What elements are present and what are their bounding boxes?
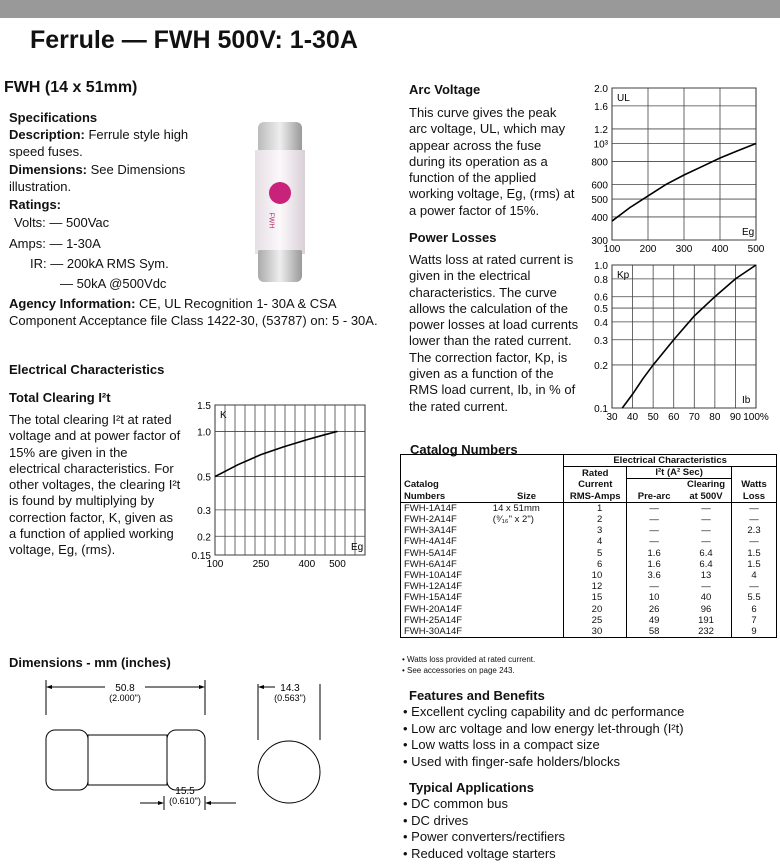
table-cell: 7 xyxy=(732,615,777,626)
y-tick-label: 0.1 xyxy=(594,404,608,415)
table-cell: — xyxy=(701,581,711,593)
y-tick-label: 0.3 xyxy=(197,505,211,517)
y-tick-label: 1.5 xyxy=(197,401,211,412)
i2t-header: I²t (A² Sec) xyxy=(627,467,732,479)
y-tick-label: 0.4 xyxy=(594,317,608,329)
table-row xyxy=(401,626,777,638)
application-item: • DC common bus xyxy=(403,796,508,811)
table-cell: — xyxy=(701,502,711,514)
table-cell: FWH-10A14F xyxy=(404,570,463,582)
table-cell: — xyxy=(732,514,777,525)
y-tick-label: 2.0 xyxy=(594,84,608,95)
table-cell: 6 xyxy=(732,604,777,615)
table-cell: (⁹⁄₁₆" x 2") xyxy=(492,514,534,526)
application-item: • Power converters/rectifiers xyxy=(403,829,566,844)
table-cell xyxy=(490,592,564,603)
table-cell: — xyxy=(701,514,711,526)
table-cell xyxy=(490,525,564,536)
table-cell: 232 xyxy=(698,626,714,638)
table-cell: 2 xyxy=(564,514,627,525)
x-tick-label: 90 xyxy=(729,412,741,423)
x-tick-label: 100 xyxy=(206,559,224,570)
table-cell: FWH-12A14F xyxy=(404,581,463,593)
table-cell: FWH-30A14F xyxy=(404,626,463,638)
y-axis-label: UL xyxy=(617,93,630,104)
table-cell: — xyxy=(627,502,681,514)
dimensions-text: See Dimensions illustration. xyxy=(9,162,186,194)
y-tick-label: 800 xyxy=(591,157,608,169)
table-cell: 191 xyxy=(698,614,714,626)
curve-power-losses xyxy=(622,265,756,408)
table-cell: 10 xyxy=(564,570,627,581)
dimensions-heading: Dimensions - mm (inches) xyxy=(9,655,171,670)
x-tick-label: 80 xyxy=(709,412,721,423)
table-cell: FWH-2A14F xyxy=(404,514,457,526)
table-cell xyxy=(490,559,564,570)
table-cell: FWH-1A14F xyxy=(404,502,457,514)
table-row xyxy=(401,581,777,592)
x-tick-label: 250 xyxy=(252,559,270,570)
table-cell: — xyxy=(732,581,777,592)
table-cell: 58 xyxy=(627,626,681,638)
table-cell: 20 xyxy=(564,604,627,615)
ratings-heading: Ratings: xyxy=(9,197,61,212)
table-cell: 12 xyxy=(564,581,627,592)
table-cell: 10 xyxy=(627,592,681,603)
catalog-table xyxy=(400,454,777,638)
plot-frame xyxy=(215,405,365,555)
table-cell xyxy=(490,548,564,559)
table-cell: 4 xyxy=(732,570,777,581)
electrical-characteristics-heading: Electrical Characteristics xyxy=(9,362,165,377)
table-cell: FWH-25A14F xyxy=(404,614,463,626)
dimensions-drawing xyxy=(0,670,340,810)
feature-item: • Low watts loss in a compact size xyxy=(403,737,600,752)
table-cell: 5 xyxy=(564,548,627,559)
rating-ir-dc: — 50kA @500Vdc xyxy=(60,276,167,291)
feature-item: • Low arc voltage and low energy let-through (I²t) xyxy=(403,720,684,736)
table-row xyxy=(401,536,777,547)
fuse-label: FWH xyxy=(267,212,275,229)
arc-voltage-text: This curve gives the peak arc voltage, UL, which may appear across the fuse during its operation as a function of the applied working voltage, Eg, (rms) at a power factor of 15%. xyxy=(409,105,575,218)
page-title: Ferrule — FWH 500V: 1-30A xyxy=(30,26,358,54)
col-header: Catalog xyxy=(404,479,439,491)
table-cell: 3.6 xyxy=(627,570,681,581)
table-cell: 5.5 xyxy=(732,592,777,603)
table-cell: FWH-4A14F xyxy=(404,536,457,548)
y-tick-label: 1.0 xyxy=(594,261,608,272)
y-tick-label: 0.5 xyxy=(594,304,608,316)
x-tick-label: 70 xyxy=(688,412,700,423)
table-cell: 49 xyxy=(627,615,681,626)
cap-inches: (0.610") xyxy=(169,796,201,806)
table-row xyxy=(401,525,777,536)
table-row xyxy=(401,615,777,626)
x-tick-label: 500 xyxy=(747,244,765,255)
col-header: Loss xyxy=(732,490,777,502)
x-tick-label: 30 xyxy=(606,412,618,423)
x-axis-label: Eg xyxy=(351,542,364,553)
table-cell: — xyxy=(627,514,681,525)
rating-amps: Amps: — 1-30A xyxy=(9,236,101,251)
y-tick-label: 1.2 xyxy=(594,124,608,136)
application-item: • Reduced voltage starters xyxy=(403,845,556,861)
catalog-heading: Catalog Numbers xyxy=(410,442,518,457)
col-header: Numbers xyxy=(401,490,490,502)
total-clearing-text: The total clearing I²t at rated voltage and at power factor of 15% are given in the electrical characteristics. For other voltages, the clearing I²t is found by multiplying by correction factor, K, given as a function of applied working voltage, Eg, (rms). xyxy=(9,412,181,558)
y-tick-label: 0.2 xyxy=(197,532,211,544)
table-row xyxy=(401,570,777,581)
table-cell: — xyxy=(732,536,777,547)
table-cell: — xyxy=(627,536,681,547)
table-cell: 13 xyxy=(700,570,712,582)
table-row xyxy=(401,548,777,559)
cap-mm: 15.5 xyxy=(175,786,195,797)
x-axis-label: Eg xyxy=(742,227,755,238)
table-cell: 6.4 xyxy=(699,547,713,559)
table-cell: 30 xyxy=(564,626,627,638)
rating-volts: Volts: — 500Vac xyxy=(14,215,110,230)
y-tick-label: 400 xyxy=(591,212,608,224)
table-cell xyxy=(490,626,564,638)
applications-list xyxy=(403,796,565,862)
x-tick-label: 100% xyxy=(743,412,769,423)
y-axis-label: Kp xyxy=(617,270,630,281)
length-mm: 50.8 xyxy=(115,683,135,694)
table-cell: 1.5 xyxy=(732,559,777,570)
rating-ir: IR: — 200kA RMS Sym. xyxy=(30,256,169,271)
table-cell: 14 x 51mm xyxy=(492,502,540,514)
x-tick-label: 100 xyxy=(603,244,621,255)
agency-text: CE, UL Recognition 1- 30A & CSA Component Acceptance file Class 1422-30, (53787) on: 5 - 30A. xyxy=(9,296,378,328)
y-tick-label: 500 xyxy=(591,195,608,207)
features-heading: Features and Benefits xyxy=(409,688,545,703)
clearing-header: Clearing at 500V xyxy=(681,479,732,502)
x-axis-label: Ib xyxy=(742,395,751,406)
table-row xyxy=(401,592,777,603)
y-tick-label: 1.6 xyxy=(594,101,608,113)
dimensions-label: Dimensions: xyxy=(9,162,88,177)
table-cell xyxy=(490,615,564,626)
table-cell: 1.6 xyxy=(627,548,681,559)
table-cell: FWH-3A14F xyxy=(404,525,457,537)
x-tick-label: 50 xyxy=(647,412,659,423)
col-header: Size xyxy=(490,490,564,502)
table-row xyxy=(401,502,777,514)
table-row xyxy=(401,604,777,615)
table-cell: — xyxy=(627,581,681,592)
feature-item: • Excellent cycling capability and dc performance xyxy=(403,704,685,719)
table-cell: 25 xyxy=(564,615,627,626)
specifications-heading: Specifications xyxy=(9,110,98,125)
applications-heading: Typical Applications xyxy=(409,780,534,795)
y-tick-label: 1.0 xyxy=(197,427,211,439)
x-tick-label: 300 xyxy=(675,244,693,255)
group-header: Electrical Characteristics xyxy=(564,455,777,467)
product-subtitle: FWH (14 x 51mm) xyxy=(4,79,138,96)
col-header: Pre-arc xyxy=(627,490,681,502)
note: • See accessories on page 243. xyxy=(402,666,515,675)
table-cell: 4 xyxy=(564,536,627,547)
table-cell: 40 xyxy=(700,592,712,604)
y-tick-label: 10³ xyxy=(593,139,608,151)
table-cell xyxy=(490,604,564,615)
x-tick-label: 400 xyxy=(298,559,316,570)
total-clearing-heading: Total Clearing I²t xyxy=(9,390,111,405)
x-tick-label: 200 xyxy=(639,244,657,255)
y-tick-label: 0.2 xyxy=(594,360,608,372)
features-list xyxy=(403,704,684,770)
table-cell: 3 xyxy=(564,525,627,536)
diameter-mm: 14.3 xyxy=(280,683,300,694)
y-tick-label: 0.15 xyxy=(191,551,211,562)
table-cell: 6.4 xyxy=(699,558,713,570)
table-cell: 1.6 xyxy=(627,559,681,570)
plot-frame xyxy=(612,265,756,408)
description-text: Ferrule style high speed fuses. xyxy=(9,127,189,159)
description-label: Description: xyxy=(9,127,85,142)
y-axis-label: K xyxy=(220,410,227,421)
table-cell: 6 xyxy=(564,559,627,570)
table-cell xyxy=(490,581,564,592)
table-cell: FWH-6A14F xyxy=(404,558,457,570)
col-header: Watts xyxy=(732,479,777,490)
x-tick-label: 60 xyxy=(668,412,680,423)
table-cell: — xyxy=(732,502,777,514)
table-cell: 2.3 xyxy=(732,525,777,536)
agency-label: Agency Information: xyxy=(9,296,136,311)
diameter-inches: (0.563") xyxy=(274,693,306,703)
table-cell xyxy=(490,536,564,547)
power-losses-text: Watts loss at rated current is given in the electrical characteristics. The curve allows the calculation of the power losses at load currents lower than the rated current. The correction factor, Kp, is given as a function of the RMS load current, Ib, in % of the rated current. xyxy=(409,252,579,414)
table-cell xyxy=(490,570,564,581)
table-cell: FWH-5A14F xyxy=(404,547,457,559)
table-cell: 26 xyxy=(627,604,681,615)
x-tick-label: 400 xyxy=(711,244,729,255)
table-cell: 96 xyxy=(700,603,712,615)
y-tick-label: 600 xyxy=(591,180,608,192)
x-tick-label: 40 xyxy=(627,412,639,423)
table-cell: 1 xyxy=(564,502,627,514)
table-row xyxy=(401,559,777,570)
table-cell: 15 xyxy=(564,592,627,603)
table-cell: 9 xyxy=(732,626,777,638)
y-tick-label: 0.8 xyxy=(594,274,608,286)
y-tick-label: 0.3 xyxy=(594,335,608,347)
y-tick-label: 0.5 xyxy=(197,472,211,484)
curve-clearing-factor xyxy=(215,431,337,476)
table-cell: FWH-15A14F xyxy=(404,592,463,604)
y-tick-label: 0.6 xyxy=(594,292,608,304)
x-tick-label: 500 xyxy=(329,559,346,570)
table-cell: — xyxy=(701,525,711,537)
rated-current-header: Rated Current RMS-Amps xyxy=(564,467,627,503)
length-inches: (2.000") xyxy=(109,693,141,703)
table-row xyxy=(401,514,777,525)
table-cell: 1.5 xyxy=(732,548,777,559)
table-cell: — xyxy=(701,536,711,548)
feature-item: • Used with finger-safe holders/blocks xyxy=(403,753,620,769)
power-losses-heading: Power Losses xyxy=(409,230,497,245)
table-cell: — xyxy=(627,525,681,536)
arc-voltage-heading: Arc Voltage xyxy=(409,82,481,97)
note: • Watts loss provided at rated current. xyxy=(402,655,536,664)
y-tick-label: 300 xyxy=(591,236,608,247)
table-cell: FWH-20A14F xyxy=(404,603,463,615)
application-item: • DC drives xyxy=(403,812,469,828)
